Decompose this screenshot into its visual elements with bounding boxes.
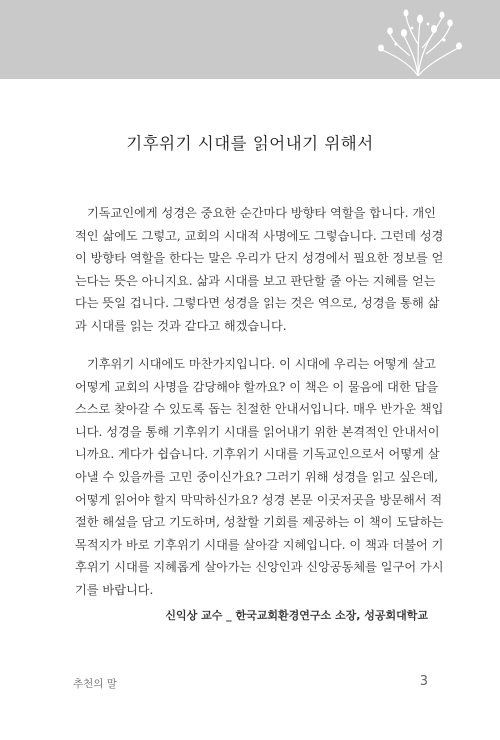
footer-section-label: 추천의 말 [73,678,117,690]
paragraph-line: 아낼 수 있을까를 고민 중이신가요? 그러기 위해 성경을 읽고 싶은데, [75,469,439,484]
paragraph-line: 기를 바랍니다. [75,582,154,597]
flower-branch-icon [360,4,478,76]
paragraph-line: 기후위기 시대에도 마찬가지입니다. 이 시대에 우리는 어떻게 살고 [87,357,436,371]
author-signature: 신익상 교수 _ 한국교회환경연구소 소장, 성공회대학교 [165,609,428,622]
paragraph-line: 적인 삶에도 그렇고, 교회의 시대적 사명에도 그렇습니다. 그런데 성경 [75,228,444,243]
paragraph-line: 는다는 뜻은 아니지요. 삶과 시대를 보고 판단할 줄 아는 지혜를 얻는 [75,273,436,288]
paragraph-line: 어떻게 교회의 사명을 감당해야 할까요? 이 책은 이 물음에 대한 답을 [75,379,439,394]
paragraph-line: 스스로 찾아갈 수 있도록 돕는 친절한 안내서입니다. 매우 반가운 책입 [75,402,444,417]
paragraph-2 [75,353,444,602]
page-number: 3 [419,674,428,689]
paragraph-1 [75,202,444,338]
paragraph-line: 목적지가 바로 기후위기 시대를 살아갈 지혜입니다. 이 책과 더불어 기 [75,537,444,552]
paragraph-line: 니까요. 게다가 쉽습니다. 기후위기 시대를 기독교인으로서 어떻게 살 [75,447,440,462]
page-title: 기후위기 시대를 읽어내기 위해서 [126,134,374,153]
paragraph-line: 과 시대를 읽는 것과 같다고 해겠습니다. [75,318,287,333]
paragraph-line: 니다. 성경을 통해 기후위기 시대를 읽어내기 위한 본격적인 안내서이 [75,424,440,439]
paragraph-line: 절한 해설을 담고 기도하며, 성찰할 기회를 제공하는 이 책이 도달하는 [75,515,444,530]
paragraph-line: 어떻게 읽어야 할지 막막하신가요? 성경 본문 이곳저곳을 방문해서 적 [75,492,443,507]
header-band [0,0,500,79]
paragraph-line: 다는 뜻일 겁니다. 그렇다면 성경을 읽는 것은 역으로, 성경을 통해 삶 [75,296,440,311]
paragraph-line: 후위기 시대를 지혜롭게 살아가는 신앙인과 신앙공동체를 일구어 가시 [75,560,444,575]
paragraph-line: 이 방향타 역할을 한다는 말은 우리가 단지 성경에서 필요한 정보를 얻 [75,251,444,266]
paragraph-line: 기독교인에게 성경은 중요한 순간마다 방향타 역할을 합니다. 개인 [87,206,436,220]
